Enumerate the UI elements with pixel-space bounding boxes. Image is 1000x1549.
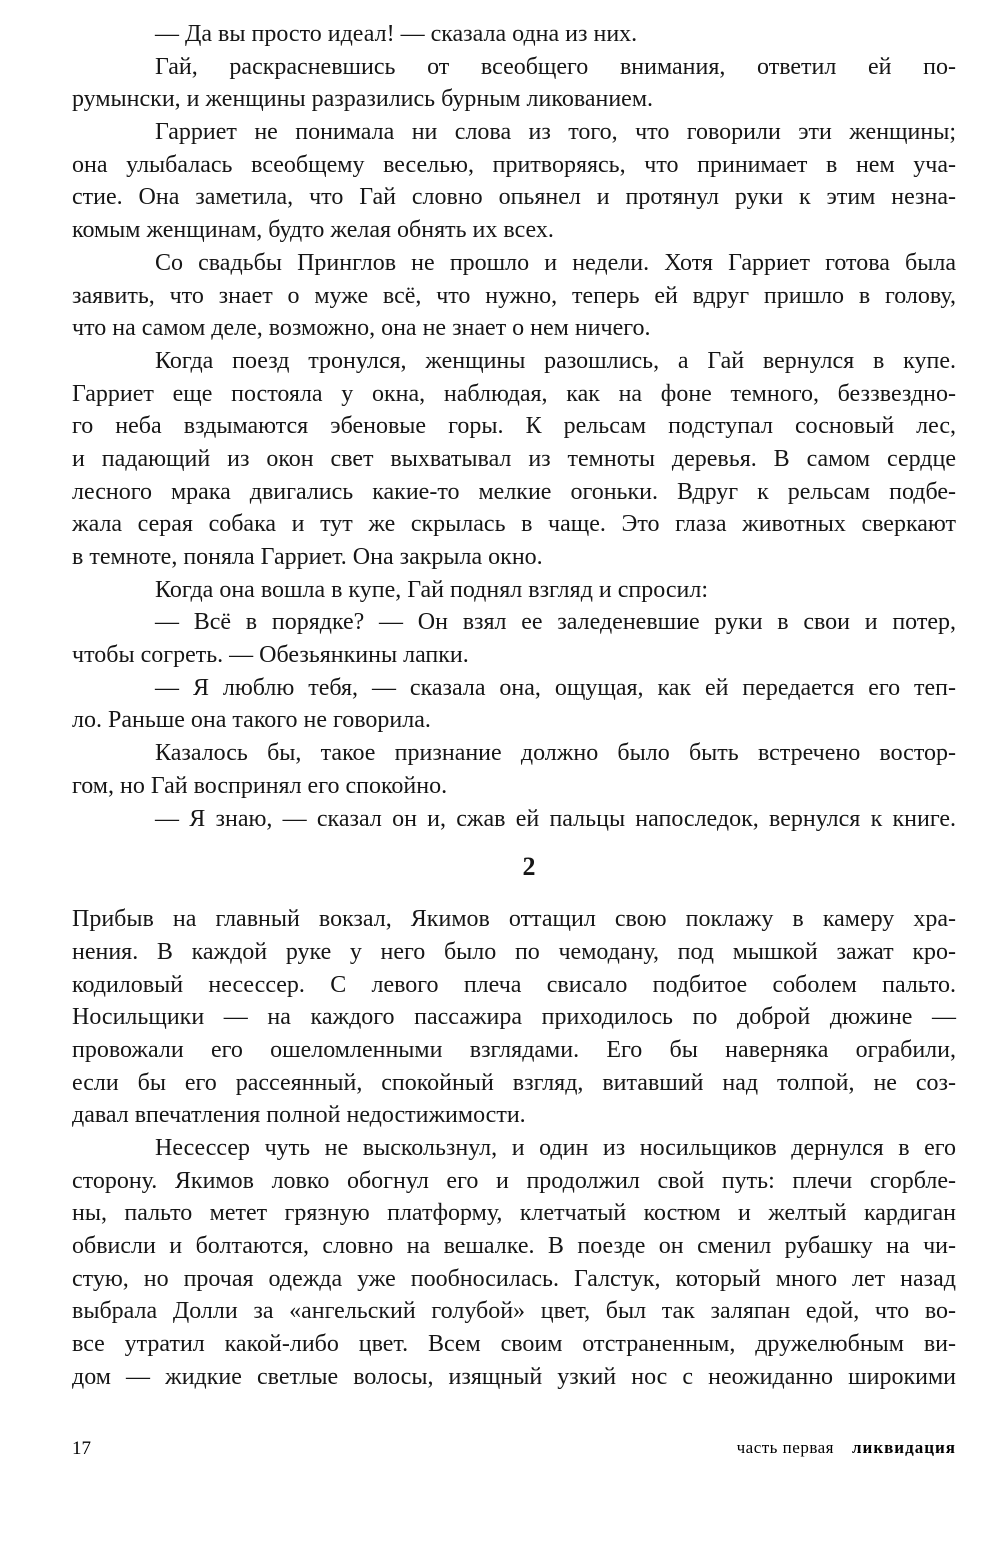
chapter-number: 2 bbox=[522, 852, 536, 882]
text-line: в темноте, поняла Гарриет. Она закрыла окно. bbox=[72, 544, 543, 570]
text-line: провожали его ошеломленными взглядами. Его бы наверняка ограбили, bbox=[72, 1036, 956, 1063]
text-line: Прибыв на главный вокзал, Якимов оттащил свою поклажу в камеру хра- bbox=[72, 906, 956, 933]
text-line: жала серая собака и тут же скрылась в чаще. Это глаза животных сверкают bbox=[72, 511, 956, 538]
text-line: лесного мрака двигались какие-то мелкие огоньки. Вдруг к рельсам подбе- bbox=[72, 478, 956, 505]
paragraph bbox=[72, 18, 956, 51]
text-line: ны, пальто метет грязную платформу, клетчатый костюм и желтый кардиган bbox=[72, 1200, 956, 1227]
text-line: — Да вы просто идеал! — сказала одна из них. bbox=[155, 21, 638, 47]
paragraph bbox=[72, 737, 956, 802]
paragraph bbox=[72, 51, 956, 116]
text-line: стую, но прочая одежда уже пообносилась. Галстук, который много лет назад bbox=[72, 1265, 956, 1292]
paragraph bbox=[72, 606, 956, 671]
paragraph bbox=[72, 574, 956, 607]
text-line: что на самом деле, возможно, она не знает о нем ничего. bbox=[72, 315, 651, 342]
text-line: Гарриет еще постояла у окна, наблюдая, как на фоне темного, беззвездно- bbox=[72, 380, 956, 407]
text-line: нения. В каждой руке у него было по чемодану, под мышкой зажат кро- bbox=[72, 938, 956, 965]
text-line: Гай, раскрасневшись от всеобщего внимания, ответил ей по- bbox=[155, 53, 956, 80]
part-label: часть первая bbox=[736, 1438, 834, 1457]
text-line: Со свадьбы Принглов не прошло и недели. Хотя Гарриет готова была bbox=[155, 249, 956, 276]
text-line: — Я люблю тебя, — сказала она, ощущая, как ей передается его теп- bbox=[155, 674, 956, 701]
text-line: румынски, и женщины разразились бурным ликованием. bbox=[72, 86, 654, 113]
paragraph bbox=[72, 803, 956, 836]
text-line: стие. Она заметила, что Гай словно опьянел и протянул руки к этим незна- bbox=[72, 184, 956, 211]
text-line: Когда она вошла в купе, Гай поднял взгляд и спросил: bbox=[155, 576, 708, 603]
text-line: сторону. Якимов ловко обогнул его и продолжил свой путь: плечи сгорбле- bbox=[72, 1167, 956, 1194]
paragraph bbox=[72, 247, 956, 345]
text-line: выбрала Долли за «ангельский голубой» цвет, был так заляпан едой, что во- bbox=[72, 1298, 956, 1325]
text-line: все утратил какой-либо цвет. Всем своим отстраненным, дружелюбным ви- bbox=[72, 1331, 956, 1358]
text-line: го неба вздымаются эбеновые горы. К рельсам подступал сосновый лес, bbox=[72, 413, 956, 440]
section-title: ликвидация bbox=[852, 1438, 956, 1457]
running-footer bbox=[737, 1438, 956, 1458]
text-line: — Я знаю, — сказал он и, сжав ей пальцы напоследок, вернулся к книге. bbox=[155, 805, 956, 832]
text-line: Гарриет не понимала ни слова из того, что говорили эти женщины; bbox=[155, 119, 956, 146]
text-line: кодиловый несессер. С левого плеча свисало подбитое соболем пальто. bbox=[72, 971, 956, 998]
paragraph bbox=[72, 1132, 956, 1394]
paragraph bbox=[72, 903, 956, 1132]
text-line: комым женщинам, будто желая обнять их всех. bbox=[72, 217, 554, 244]
text-line: обвисли и болтаются, словно на вешалке. В поезде он сменил рубашку на чи- bbox=[72, 1233, 956, 1260]
text-line: гом, но Гай воспринял его спокойно. bbox=[72, 772, 448, 799]
text-line: если бы его рассеянный, спокойный взгляд, витавший над толпой, не соз- bbox=[72, 1069, 956, 1096]
paragraph bbox=[72, 116, 956, 247]
text-line: дом — жидкие светлые волосы, изящный узкий нос с неожиданно широкими bbox=[72, 1363, 956, 1390]
text-line: ло. Раньше она такого не говорила. bbox=[72, 707, 431, 734]
page-body bbox=[72, 18, 956, 1394]
text-line: Казалось бы, такое признание должно было быть встречено востор- bbox=[155, 740, 956, 767]
page-footer bbox=[72, 1438, 956, 1468]
text-line: — Всё в порядке? — Он взял ее заледеневшие руки в свои и потер, bbox=[155, 609, 956, 636]
text-line: Когда поезд тронулся, женщины разошлись, а Гай вернулся в купе. bbox=[155, 347, 956, 374]
page-number: 17 bbox=[72, 1438, 91, 1459]
text-line: давал впечатления полной недостижимости. bbox=[72, 1102, 526, 1129]
paragraph bbox=[72, 672, 956, 737]
text-line: чтобы согреть. — Обезьянкины лапки. bbox=[72, 642, 469, 669]
text-line: заявить, что знает о муже всё, что нужно, теперь ей вдруг пришло в голову, bbox=[72, 282, 956, 309]
text-line: она улыбалась всеобщему веселью, притворяясь, что принимает в нем уча- bbox=[72, 151, 956, 178]
text-line: Несессер чуть не выскользнул, и один из носильщиков дернулся в его bbox=[155, 1135, 956, 1161]
paragraph bbox=[72, 345, 956, 574]
text-line: Носильщики — на каждого пассажира приходилось по доброй дюжине — bbox=[72, 1004, 956, 1031]
text-line: и падающий из окон свет выхватывал из темноты деревья. В самом сердце bbox=[72, 445, 956, 472]
